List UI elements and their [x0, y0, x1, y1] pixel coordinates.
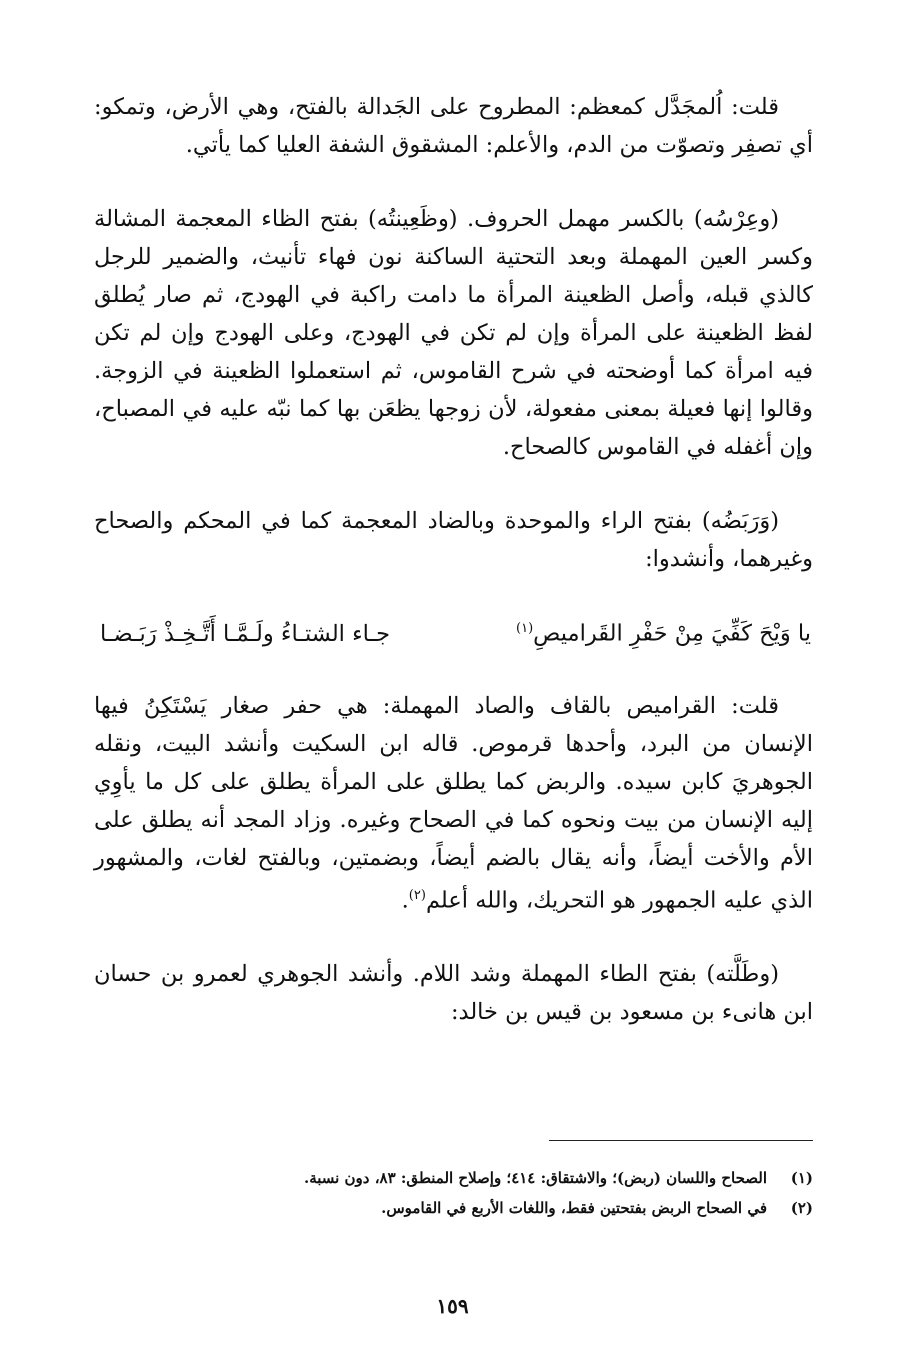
- footnote-ref-2: (٢): [408, 887, 426, 903]
- paragraph-3: (وَرَبَضُه) بفتح الراء والموحدة وبالضاد المعجمة كما في المحكم والصحاح وغيرهما، وأنشدوا:: [94, 508, 813, 572]
- verse-hemistich-second: جـاء الشتـاءُ ولَـمَّـا أَتَّـخِـذْ رَبَـضـا: [100, 620, 391, 647]
- footnotes: [94, 1163, 813, 1223]
- footnote-2-text: في الصحاح الربض بفتحتين فقط، واللغات الأربع في القاموس.: [381, 1199, 767, 1217]
- paragraph-1: قلت: اُلمجَدَّل كمعظم: المطروح على الجَدالة بالفتح، وهي الأرض، وتمكو: أي تصفِر وتصوّت من الدم، والأعلم: المشقوق الشفة العليا كما يأتي.: [94, 94, 813, 158]
- verse-hemistich-first-text: يا وَيْحَ كَفِّيَ مِنْ حَفْرِ القَراميصِ: [533, 620, 811, 647]
- footnote-ref-1: (١): [516, 621, 534, 636]
- paragraph-2: (وعِرْسُه) بالكسر مهمل الحروف. (وظَعِينتُه) بفتح الظاء المعجمة المشالة وكسر العين المهملة وبعد التحتية الساكنة نون فهاء تأنيث، والضمير للرجل كالذي قبله، وأصل الظعينة المرأة ما دامت راكبة في الهودج، ثم صار يُطلق لفظ الظعينة على المرأة وإن لم تكن في الهودج، وعلى الهودج وإن لم تكن فيه امرأة كما أوضحته في شرح القاموس، ثم استعملوا الظعينة في الزوجة. وقالوا إنها فعيلة بمعنى مفعولة، لأن زوجها يظعَن بها كما نبّه عليه في المصباح، وإن أغفله في القاموس كالصحاح.: [94, 206, 813, 460]
- footnote-divider: [549, 1140, 813, 1141]
- paragraph-4-end: .: [401, 887, 409, 913]
- paragraph-4-text: قلت: القراميص بالقاف والصاد المهملة: هي حفر صغار يَسْتَكِنُ فيها الإنسان من البرد، وأحدها قرموص. قاله ابن السكيت وأنشد البيت، ونقله الجوهريَ كابن سيده. والربض كما يطلق على المرأة يطلق على كل ما يأوِي إليه الإنسان من بيت ونحوه كما في الصحاح وغيره. وزاد المجد أنه يطلق على الأم والأخت أيضاً، وأنه يقال بالضم أيضاً، وبضمتين، وبالفتح لغات، والمشهور الذي عليه الجمهور هو التحريك، والله أعلم: [94, 692, 813, 913]
- verse-hemistich-first: [516, 610, 811, 653]
- page-number: ١٥٩: [436, 1294, 469, 1318]
- paragraph-5: (وطَلَّته) بفتح الطاء المهملة وشد اللام. وأنشد الجوهري لعمرو بن حسان ابن هانىء بن مسعود بن قيس بن خالد:: [94, 961, 813, 1025]
- footnote-1: [94, 1163, 813, 1193]
- footnote-1-text: الصحاح واللسان (ربض)؛ والاشتقاق: ٤١٤؛ وإصلاح المنطق: ٨٣، دون نسبة.: [303, 1169, 767, 1187]
- footnote-1-number: (١): [790, 1169, 813, 1187]
- footnote-2-number: (٢): [790, 1199, 813, 1217]
- paragraph-4: [94, 687, 813, 920]
- poetry-verse: [94, 610, 811, 653]
- footnote-2: [94, 1193, 813, 1223]
